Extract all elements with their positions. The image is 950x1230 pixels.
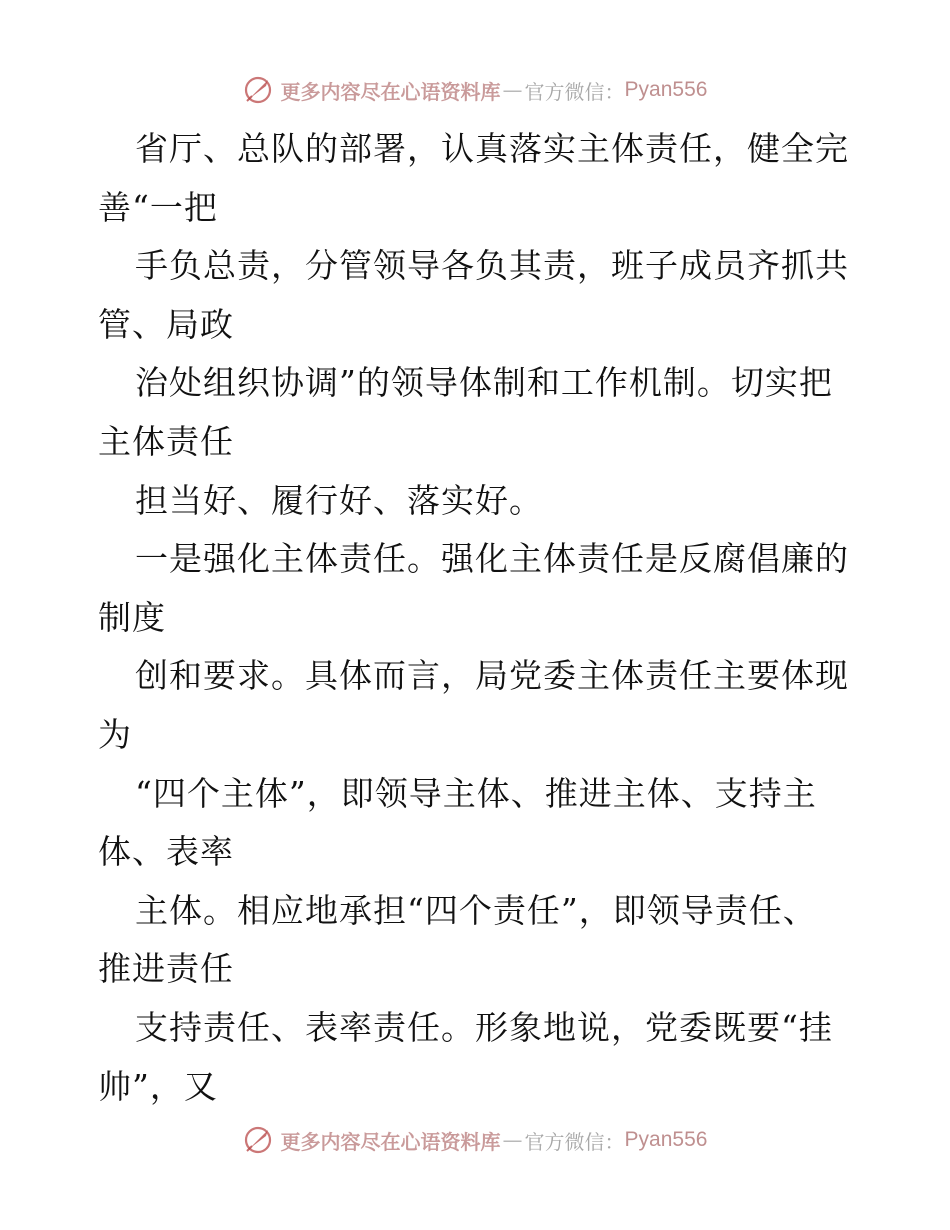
footer-watermark <box>0 1120 950 1160</box>
body-line: 担当好、履行好、落实好。 <box>135 480 543 520</box>
body-line: 创和要求。具体而言，局党委主体责任主要体现 <box>135 656 849 696</box>
body-line: 善“一把 <box>98 187 218 227</box>
watermark-wechat-id: Pyan556 <box>624 78 708 101</box>
body-line: 管、局政 <box>98 304 234 344</box>
body-line: 帅”，又 <box>98 1066 218 1106</box>
watermark-site-text: 更多内容尽在心语资料库 <box>280 1129 501 1154</box>
body-line: 主体责任 <box>98 421 234 461</box>
watermark-separator: — <box>502 1128 523 1152</box>
header-watermark <box>0 70 950 110</box>
body-line: 手负总责，分管领导各负其责，班子成员齐抓共 <box>135 246 849 286</box>
body-line: 为 <box>98 714 132 754</box>
watermark-official-label: 官方微信： <box>524 1129 625 1154</box>
body-line: 体、表率 <box>98 832 234 872</box>
watermark-official-label: 官方微信： <box>524 79 625 104</box>
body-line: 省厅、总队的部署，认真落实主体责任，健全完 <box>135 129 849 168</box>
watermark-wechat-id: Pyan556 <box>624 1128 708 1151</box>
body-line: 主体。相应地承担“四个责任”，即领导责任、 <box>135 890 817 930</box>
quill-logo-icon <box>243 1125 273 1155</box>
quill-logo-icon <box>243 75 273 105</box>
body-line: 制度 <box>98 597 166 637</box>
body-line: “四个主体”，即领导主体、推进主体、支持主 <box>135 773 817 813</box>
watermark-separator: — <box>502 78 523 102</box>
document-body <box>98 120 858 1116</box>
body-line: 治处组织协调”的领导体制和工作机制。切实把 <box>135 363 833 403</box>
body-line: 支持责任、表率责任。形象地说，党委既要“挂 <box>135 1007 833 1047</box>
body-line: 推进责任 <box>98 949 234 989</box>
body-line: 一是强化主体责任。强化主体责任是反腐倡廉的 <box>135 539 849 579</box>
watermark-site-text: 更多内容尽在心语资料库 <box>280 79 501 104</box>
